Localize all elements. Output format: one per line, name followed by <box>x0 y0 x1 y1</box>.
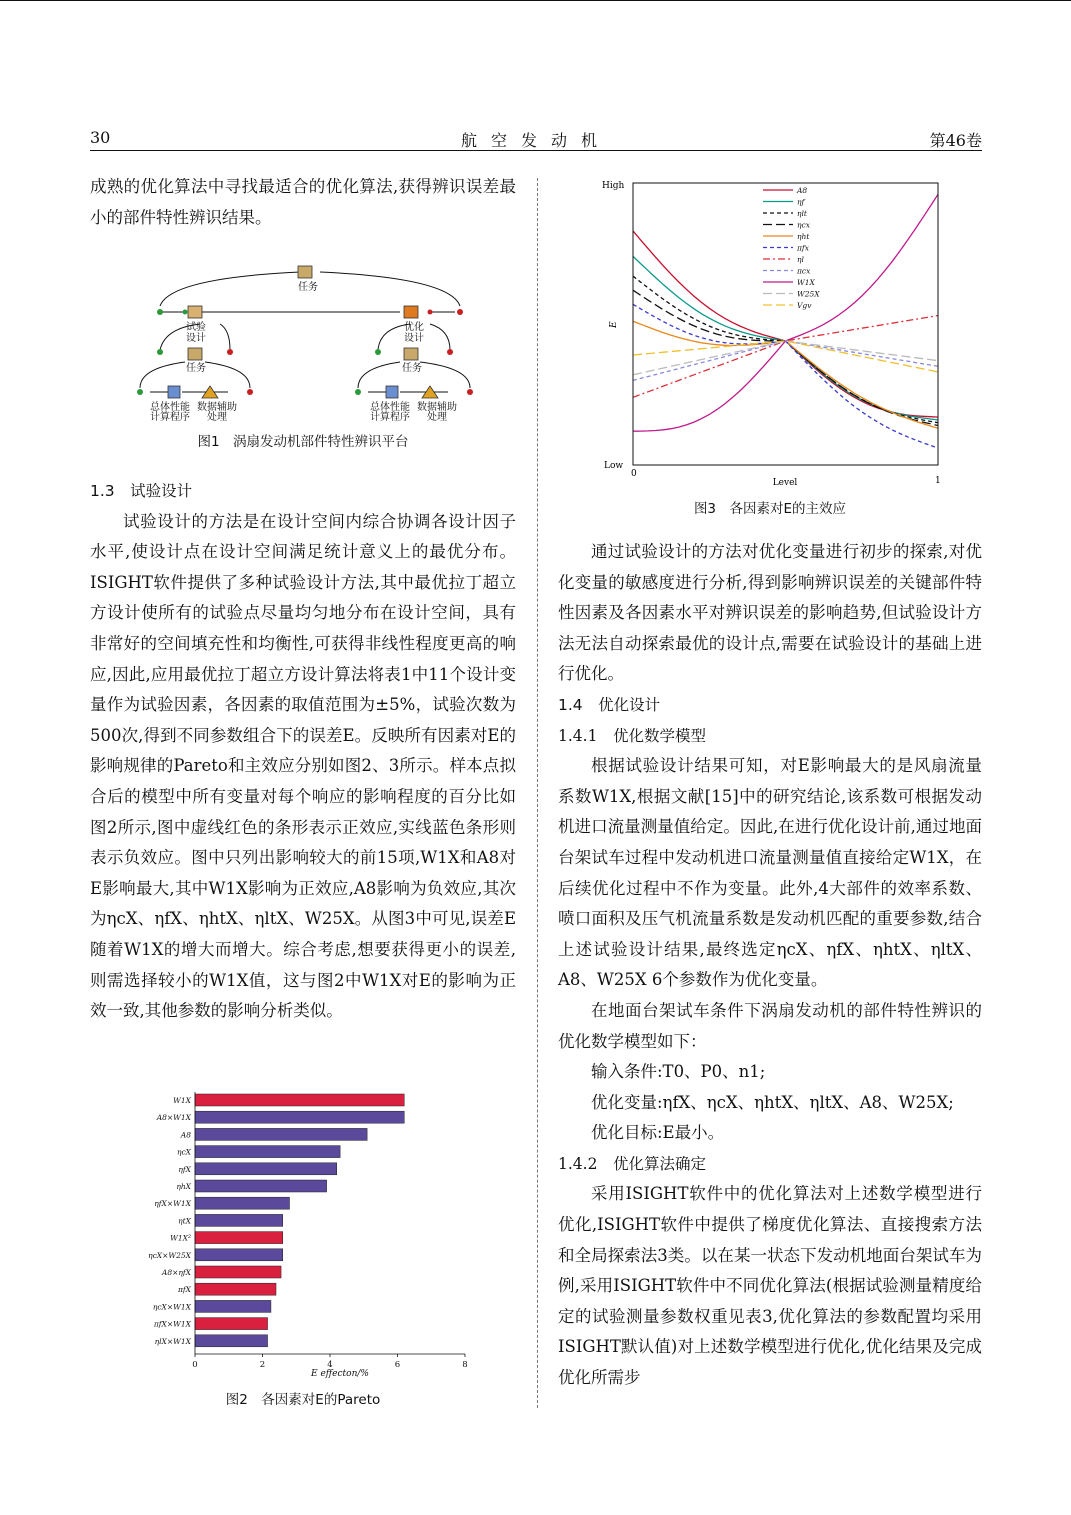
pareto-tick-label: 6 <box>394 1360 401 1370</box>
task-right-label: 任务 <box>402 363 422 374</box>
pareto-category-label: ηcX <box>176 1147 191 1157</box>
pareto-bar <box>195 1249 283 1261</box>
pareto-category-label: A8 <box>180 1130 191 1140</box>
task-top-label: 任务 <box>298 282 318 293</box>
pareto-category-label: ηlX×W1X <box>154 1336 191 1346</box>
journal-title: 航空发动机 <box>460 131 611 150</box>
para-sensitivity: 通过试验设计的方法对优化变量进行初步的探索,对优化变量的敏感度进行分析,得到影响辨识误差的关键部件特性因素及各因素水平对辨识误差的影响趋势,但试验设计方法无法自动探索最优的设计点,需要在试验设计的基础上进行优化。 <box>558 542 982 684</box>
pareto-category-label: A8×ηfX <box>161 1268 191 1277</box>
page-number: 30 <box>90 128 111 147</box>
pareto-tick-label: 8 <box>462 1360 468 1370</box>
doe-icon <box>188 306 202 318</box>
top-rule <box>0 0 1071 1</box>
x-tick-1: 1 <box>935 476 941 486</box>
legend-label: W1X <box>797 278 815 287</box>
effect-lines <box>633 194 938 448</box>
pareto-category-label: W1X² <box>170 1233 191 1243</box>
opt-label-2: 设计 <box>404 333 424 344</box>
effect-line <box>633 316 938 398</box>
model-input: 输入条件:T0、P0、n1; <box>591 1062 766 1082</box>
pareto-category-label: ηcX×W25X <box>148 1250 191 1260</box>
effect-line <box>633 341 938 381</box>
section-1-3-title: 1.3 试验设计 <box>90 482 193 500</box>
x-axis-label: Level <box>772 478 798 488</box>
legend-label: ηf <box>797 197 805 207</box>
pareto-bar <box>195 1180 327 1192</box>
right-body <box>558 537 982 1394</box>
pareto-category-label: ηtX <box>178 1216 191 1226</box>
legend-label: ηht <box>797 232 810 241</box>
doe-label-1: 试验 <box>186 322 206 333</box>
legend-label: πfx <box>797 243 809 253</box>
legend-label: Vgv <box>797 301 812 310</box>
left-intro <box>90 172 516 233</box>
y-axis-label: E <box>609 321 619 328</box>
arrow-top-left <box>160 272 300 306</box>
pareto-bar <box>195 1283 276 1295</box>
data-label-1: 数据辅助 <box>197 402 237 413</box>
figure3-main-effects-chart <box>598 178 948 488</box>
pareto-category-label: ηfX <box>178 1164 191 1174</box>
opt-label-1: 优化 <box>404 322 424 333</box>
pareto-category-label: ηcX×W1X <box>152 1302 191 1312</box>
figure3-caption: 图3 各因素对E的主效应 <box>693 501 847 517</box>
figure1-diagram <box>130 262 490 427</box>
para-algorithm: 采用ISIGHT软件中的优化算法对上述数学模型进行优化,ISIGHT软件中提供了梯度优化算法、直接搜索方法和全局探索法3类。以在某一状态下发动机地面台架试车为例,采用ISIGHT软件中不同优化算法(根据试验测量精度给定的试验测量参数权重见表3,优化算法的参数配置均采用ISIGHT默认值)对上述数学模型进行优化,优化结果及完成优化所需步 <box>558 1184 982 1388</box>
pareto-bar <box>195 1094 404 1106</box>
para-model-intro: 在地面台架试车条件下涡扇发动机的部件特性辨识的优化数学模型如下： <box>558 1000 982 1051</box>
effect-line <box>633 341 938 372</box>
pareto-xlabel: E effecton/% <box>311 1369 369 1379</box>
pareto-bar <box>195 1266 281 1278</box>
pareto-bar <box>195 1197 290 1209</box>
pareto-tick-label: 4 <box>327 1360 333 1370</box>
perf-label-2: 计算程序 <box>150 412 190 423</box>
legend-label: ηcx <box>797 220 810 230</box>
pareto-tick-label: 0 <box>192 1360 198 1370</box>
page-header <box>90 122 982 150</box>
legend-label: W25X <box>797 289 820 299</box>
left-body <box>90 476 516 1027</box>
perf-label-1b: 总体性能 <box>370 402 410 413</box>
pareto-category-label: A8×W1X <box>156 1113 191 1123</box>
pareto-category-label: W1X <box>173 1096 191 1105</box>
model-variables: 优化变量:ηfX、ηcX、ηhtX、ηltX、A8、W25X; <box>591 1092 954 1112</box>
pareto-bar <box>195 1300 271 1312</box>
data-label-1b: 数据辅助 <box>417 402 457 413</box>
perf-label-1: 总体性能 <box>150 402 190 413</box>
x-tick-0: 0 <box>631 469 637 479</box>
section-1-4-2-title: 1.4.2 优化算法确定 <box>558 1154 706 1173</box>
task-left-label: 任务 <box>186 363 206 374</box>
optimizer-icon <box>404 306 418 318</box>
effect-line <box>633 194 938 431</box>
pareto-category-label: ηfX×W1X <box>154 1199 191 1209</box>
model-target: 优化目标:E最小。 <box>591 1123 725 1143</box>
para-model: 根据试验设计结果可知，对E影响最大的是风扇流量系数W1X,根据文献[15]中的研究结论,该系数可根据发动机进口流量测量值给定。因此,在进行优化设计前,通过地面台架试车过程中发动机进口流量测量值直接给定W1X，在后续优化过程中不作为变量。此外,4大部件的效率系数、喷口面积及压气机流量系数是发动机匹配的重要参数,结合上述试验设计结果,最终选定ηcX、ηfX、ηhtX、ηltX、A8、W25X 6个参数作为优化变量。 <box>558 756 982 990</box>
program-icon <box>168 386 180 398</box>
pareto-bar <box>195 1111 404 1123</box>
pareto-bar <box>195 1232 283 1244</box>
pareto-category-label: πfX <box>177 1285 191 1295</box>
pareto-tick-label: 2 <box>259 1360 266 1370</box>
legend-label: ηlt <box>797 209 807 218</box>
header-rule <box>90 150 982 151</box>
legend-label: ηl <box>797 255 804 264</box>
legend-label: πcx <box>797 266 811 276</box>
pareto-bar <box>195 1163 337 1175</box>
task-icon <box>188 348 202 360</box>
pareto-bar <box>195 1128 367 1140</box>
effect-frame <box>633 183 938 465</box>
figure1-caption: 图1 涡扇发动机部件特性辨识平台 <box>197 434 409 450</box>
effect-legend <box>763 186 820 310</box>
task-icon <box>298 266 312 278</box>
effect-line <box>633 341 938 375</box>
y-high-label: High <box>602 181 625 191</box>
data-label-2b: 处理 <box>427 412 447 423</box>
arrow-top-right <box>320 272 460 306</box>
data-label-2: 处理 <box>207 412 227 423</box>
effect-line <box>633 321 938 428</box>
effect-line <box>633 231 938 417</box>
section-1-4-1-title: 1.4.1 优化数学模型 <box>558 726 706 745</box>
column-divider <box>537 178 538 1408</box>
pareto-bar <box>195 1318 268 1330</box>
pareto-bar <box>195 1214 283 1226</box>
legend-label: A8 <box>797 186 808 195</box>
pareto-bars <box>148 1094 404 1347</box>
volume-label: 第46卷 <box>929 131 982 150</box>
y-low-label: Low <box>604 461 624 471</box>
pareto-bar <box>195 1335 268 1347</box>
task-icon <box>404 348 418 360</box>
doe-label-2: 设计 <box>186 333 206 344</box>
perf-label-2b: 计算程序 <box>370 412 410 423</box>
figure2-caption: 图2 各因素对E的Pareto <box>225 1392 381 1408</box>
para-experiment-design: 试验设计的方法是在设计空间内综合协调各设计因子水平,使设计点在设计空间满足统计意义上的最优分布。ISIGHT软件提供了多种试验设计方法,其中最优拉丁超立方设计使所有的试验点尽量均匀地分布在设计空间，具有非常好的空间填充性和均衡性,可获得非线性程度更高的响应,因此,应用最优拉丁超立方设计算法将表1中11个设计变量作为试验因素，各因素的取值范围为±5%，试验次数为500次,得到不同参数组合下的误差E。反映所有因素对E的影响规律的Pareto和主效应分别如图2、3所示。样本点拟合后的模型中所有变量对每个响应的影响程度的百分比如图2所示,图中虚线红色的条形表示正效应,实线蓝色条形则表示负效应。图中只列出影响较大的前15项,W1X和A8对E影响最大,其中W1X影响为正效应,A8影响为负效应,其次为ηcX、ηfX、ηhtX、ηltX、W25X。从图3中可见,误差E随着W1X的增大而增大。综合考虑,想要获得更小的误差,则需选择较小的W1X值，这与图2中W1X对E的影响为正效一致,其他参数的影响分析类似。 <box>90 511 516 1021</box>
figure2-pareto-chart <box>140 1088 480 1383</box>
program-icon <box>386 386 398 398</box>
intro-paragraph: 成熟的优化算法中寻找最适合的优化算法,获得辨识误差最小的部件特性辨识结果。 <box>90 177 516 227</box>
pareto-category-label: ηhX <box>176 1182 191 1191</box>
pareto-bar <box>195 1146 340 1158</box>
pareto-category-label: πfX×W1X <box>153 1319 191 1329</box>
section-1-4-title: 1.4 优化设计 <box>558 695 661 714</box>
